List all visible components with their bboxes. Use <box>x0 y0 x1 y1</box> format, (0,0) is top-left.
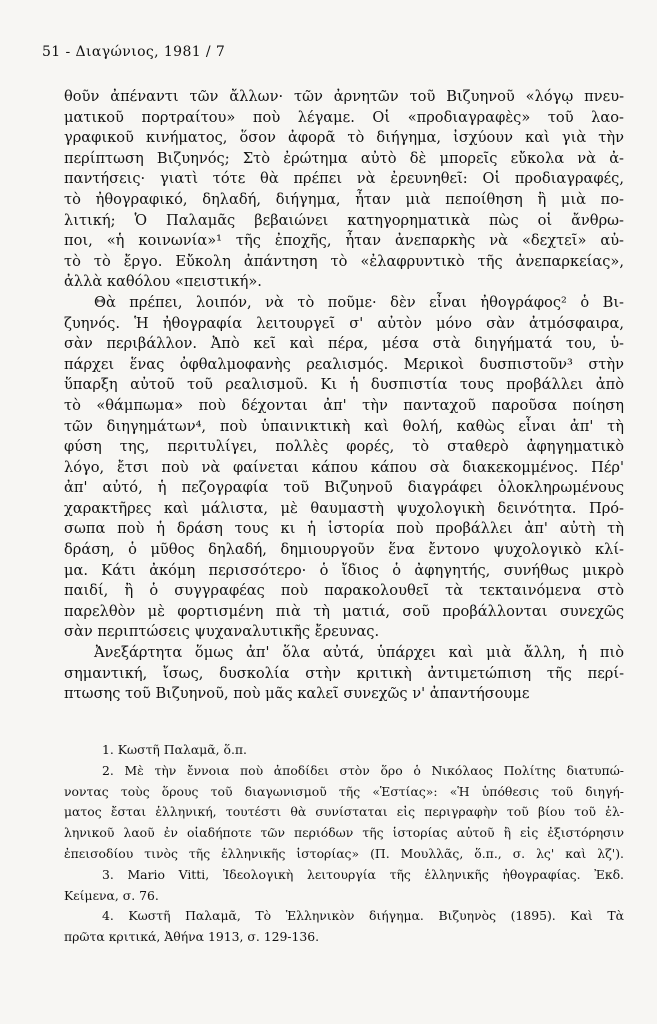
footnote-1: 1. Κωστῆ Παλαμᾶ, ὅ.π. <box>102 742 247 757</box>
text-line: παιδί, ἢ ὁ συγγραφέας ποὺ παρακολουθεῖ τὰ τεκταινόμενα στὸ <box>64 582 624 600</box>
text-line: σὰν περιβάλλον. Ἀπὸ κεῖ καὶ πέρα, μέσα στὰ διηγήματά του, ὑ- <box>64 335 624 353</box>
text-line: λιτική; Ὁ Παλαμᾶς βεβαιώνει κατηγορηματικὰ πὼς οἱ ἄνθρω- <box>64 211 624 229</box>
text-line: ὕπαρξη αὐτοῦ τοῦ ρεαλισμοῦ. Κι ἡ δυσπιστία τους προβάλλει ἀπὸ <box>64 376 624 394</box>
text-line: μα. Κάτι ἀκόμη περισσότερο· ὁ ἴδιος ὁ ἀφηγητής, συνήθως μικρὸ <box>64 561 624 579</box>
text-line: ἀλλὰ καθόλου «πειστική». <box>64 273 262 291</box>
text-line: λόγο, ἔτσι ποὺ νὰ φαίνεται κάπου κάπου σὰ διακεκομμένος. Πέρ' <box>64 458 624 476</box>
footnote-3: 3. Mario Vitti, Ἰδεολογικὴ λειτουργία τῆς ἑλληνικῆς ἠθογραφίας. Ἐκδ. <box>102 866 624 882</box>
footnotes <box>64 740 624 948</box>
text-line: σὰν περιπτώσεις ψυχαναλυτικῆς ἔρευνας. <box>64 623 380 641</box>
text-line: ποι, «ἡ κοινωνία»¹ τῆς ἐποχῆς, ἦταν ἀνεπαρκὴς νὰ «δεχτεῖ» αὐ- <box>64 232 624 250</box>
footnote-line: νοντας τοὺς ὅρους τοῦ διαγωνισμοῦ τῆς «Ἑστίας»: «Ἡ ὑπόθεσις τοῦ διηγή- <box>64 783 624 799</box>
footnote-line: πρῶτα κριτικά, Ἀθήνα 1913, σ. 129-136. <box>64 929 320 945</box>
text-line: τὸ «θάμπωμα» ποὺ δέχονται ἀπ' τὴν πανταχοῦ παροῦσα ποίηση <box>64 396 624 414</box>
text-line: τὸ τὸ ἔργο. Εὔκολη ἀπάντηση τὸ «ἐλαφρυντικὸ τῆς ἀνεπαρκείας», <box>64 252 624 270</box>
text-line: τὸ ἠθογραφικό, δηλαδή, διήγημα, ἦταν μιὰ πεποίθηση ἢ μιὰ πο- <box>64 190 624 208</box>
footnote-line: ἐπεισοδίου τινὸς τῆς ἑλληνικῆς ἱστορίας» (Π. Μουλλᾶς, ὅ.π., σ. λς' καὶ λζ'). <box>64 845 624 861</box>
footnote-line: Κείμενα, σ. 76. <box>64 887 159 903</box>
footnote-line: ληνικοῦ λαοῦ ἐν οἱαδήποτε τῶν περιόδων τῆς ἱστορίας αὐτοῦ ἢ εἰς ἐξιστόρησιν <box>64 825 624 841</box>
text-line: χαρακτῆρες καὶ μάλιστα, μὲ θαυμαστὴ ψυχολογικὴ δεινότητα. Πρό- <box>64 499 624 517</box>
text-line: περίπτωση Βιζυηνός; Στὸ ἐρώτημα αὐτὸ δὲ μπορεῖς εὔκολα νὰ ἀ- <box>64 149 624 167</box>
text-line: σημαντική, ἴσως, δυσκολία στὴν κριτικὴ ἀντιμετώπιση τῆς περί- <box>64 664 624 682</box>
body-text <box>64 87 624 705</box>
text-line: γραφικοῦ κινήματος, ὅσον ἀφορᾶ τὸ διήγημα, ἰσχύουν καὶ γιὰ τὴν <box>64 129 624 147</box>
text-line: πτωσης τοῦ Βιζυηνοῦ, ποὺ μᾶς καλεῖ συνεχῶς ν' ἀπαντήσουμε <box>64 685 530 703</box>
text-line: φύση της, περιτυλίγει, πολλὲς φορές, τὸ σταθερὸ ἀφηγηματικὸ <box>64 438 624 456</box>
footnote-2: 2. Μὲ τὴν ἔννοια ποὺ ἀποδίδει στὸν ὅρο ὁ Νικόλαος Πολίτης διατυπώ- <box>102 762 624 778</box>
footnote-line: ματος ἔσται ἑλληνική, τουτέστι θὰ συνίσταται εἰς περιγραφὴν τοῦ βίου τοῦ ἑλ- <box>64 804 624 820</box>
footnote-4: 4. Κωστῆ Παλαμᾶ, Τὸ Ἑλληνικὸν διήγημα. Βιζυηνὸς (1895). Καὶ Τὰ <box>102 908 624 924</box>
paragraph-start: Ἀνεξάρτητα ὅμως ἀπ' ὅλα αὐτά, ὑπάρχει καὶ μιὰ ἄλλη, ἡ πιὸ <box>94 644 624 662</box>
paragraph-start: Θὰ πρέπει, λοιπόν, νὰ τὸ ποῦμε· δὲν εἶναι ἠθογράφος² ὁ Βι- <box>94 293 624 311</box>
text-line: σωπα ποὺ ἡ δράση τους κι ἡ ἱστορία ποὺ προβάλλει ἀπ' αὐτὴ τὴ <box>64 520 624 538</box>
text-line: θοῦν ἀπέναντι τῶν ἄλλων· τῶν ἀρνητῶν τοῦ Βιζυηνοῦ «λόγῳ πνευ- <box>64 88 624 105</box>
text-line: τῶν διηγημάτων⁴, ποὺ ὑπαινικτικὴ καὶ θολή, καθὼς εἶναι ἀπ' τὴ <box>64 417 624 435</box>
text-line: δράση, ὁ μῦθος δηλαδή, δημιουργοῦν ἕνα ἔντονο ψυχολογικὸ κλί- <box>64 541 624 559</box>
text-line: ἀπ' αὐτό, ἡ πεζογραφία τοῦ Βιζυηνοῦ διαγράφει ὁλοκληρωμένους <box>64 479 624 497</box>
text-line: πάρχει ἕνας ὀφθαλμοφανὴς ρεαλισμός. Μερικοὶ δυσπιστοῦν³ στὴν <box>64 355 624 373</box>
text-line: ματικοῦ πορτραίτου» ποὺ λέγαμε. Οἱ «προδιαγραφὲς» τοῦ λαο- <box>64 108 624 126</box>
text-line: παντήσεις· γιατὶ τότε θὰ πρέπει νὰ ἐρευνηθεῖ: Οἱ προδιαγραφές, <box>64 170 624 188</box>
text-line: παρελθὸν μὲ φορτισμένη πιὰ τὴ ματιά, σοῦ προβάλλονται συνεχῶς <box>64 602 624 620</box>
running-header: 51 - Διαγώνιος, 1981 / 7 <box>42 44 226 60</box>
text-line: ζυηνός. Ἡ ἠθογραφία λειτουργεῖ σ' αὐτὸν μόνο σὰν ἀτμόσφαιρα, <box>64 314 624 332</box>
